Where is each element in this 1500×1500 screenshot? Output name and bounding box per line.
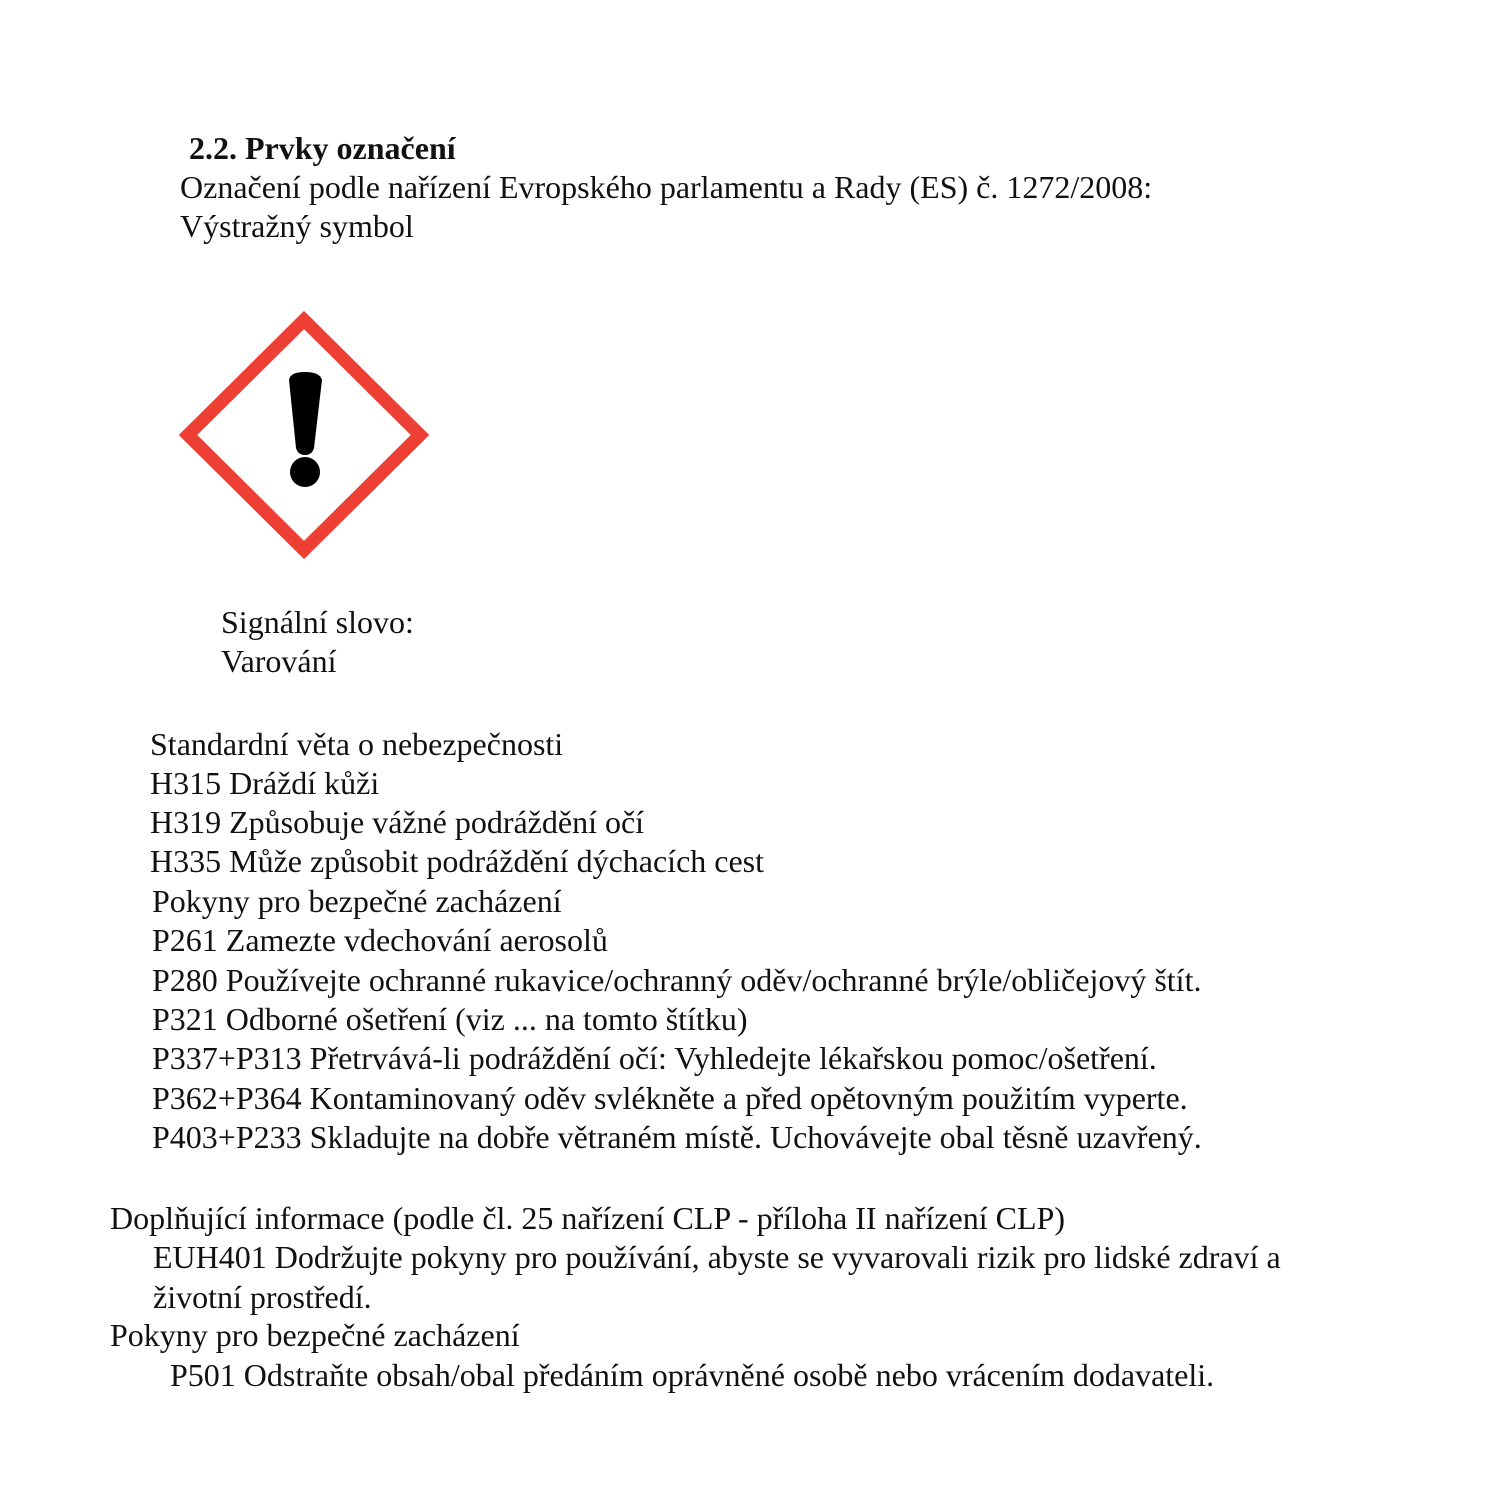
precautionary-statement: P362+P364 Kontaminovaný oděv svlékněte a před opětovným použitím vyperte. [152, 1080, 1188, 1116]
euh-statement-line-1: EUH401 Dodržujte pokyny pro používání, abyste se vyvarovali rizik pro lidské zdraví a [153, 1239, 1281, 1275]
disposal-title: Pokyny pro bezpečné zacházení [110, 1317, 520, 1353]
precautionary-statement: P321 Odborné ošetření (viz ... na tomto štítku) [152, 1001, 748, 1037]
disposal-statement: P501 Odstraňte obsah/obal předáním oprávněné osobě nebo vrácením dodavateli. [170, 1357, 1215, 1393]
hazard-statements-title: Standardní věta o nebezpečnosti [150, 726, 564, 762]
hazard-statement: H319 Způsobuje vážné podráždění očí [150, 804, 645, 840]
exclamation-mark-diamond-icon [172, 304, 436, 566]
supplementary-title: Doplňující informace (podle čl. 25 nařízení CLP - příloha II nařízení CLP) [110, 1200, 1065, 1236]
precautionary-statement: P403+P233 Skladujte na dobře větraném místě. Uchovávejte obal těsně uzavřený. [152, 1119, 1202, 1155]
regulation-line: Označení podle nařízení Evropského parlamentu a Rady (ES) č. 1272/2008: [180, 169, 1153, 205]
pictogram-label: Výstražný symbol [180, 208, 414, 244]
signal-word: Varování [221, 643, 337, 679]
euh-statement-line-2: životní prostředí. [153, 1279, 372, 1315]
precautionary-statements-title: Pokyny pro bezpečné zacházení [152, 883, 562, 919]
section-heading: 2.2. Prvky označení [189, 130, 456, 166]
precautionary-statement: P261 Zamezte vdechování aerosolů [152, 922, 608, 958]
signal-word-label: Signální slovo: [221, 604, 414, 640]
hazard-statement: H315 Dráždí kůži [150, 765, 380, 801]
precautionary-statement: P337+P313 Přetrvává-li podráždění očí: Vyhledejte lékařskou pomoc/ošetření. [152, 1040, 1157, 1076]
exclamation-dot [290, 457, 320, 487]
precautionary-statement: P280 Používejte ochranné rukavice/ochranný oděv/ochranné brýle/obličejový štít. [152, 962, 1202, 998]
hazard-statement: H335 Může způsobit podráždění dýchacích cest [150, 843, 765, 879]
